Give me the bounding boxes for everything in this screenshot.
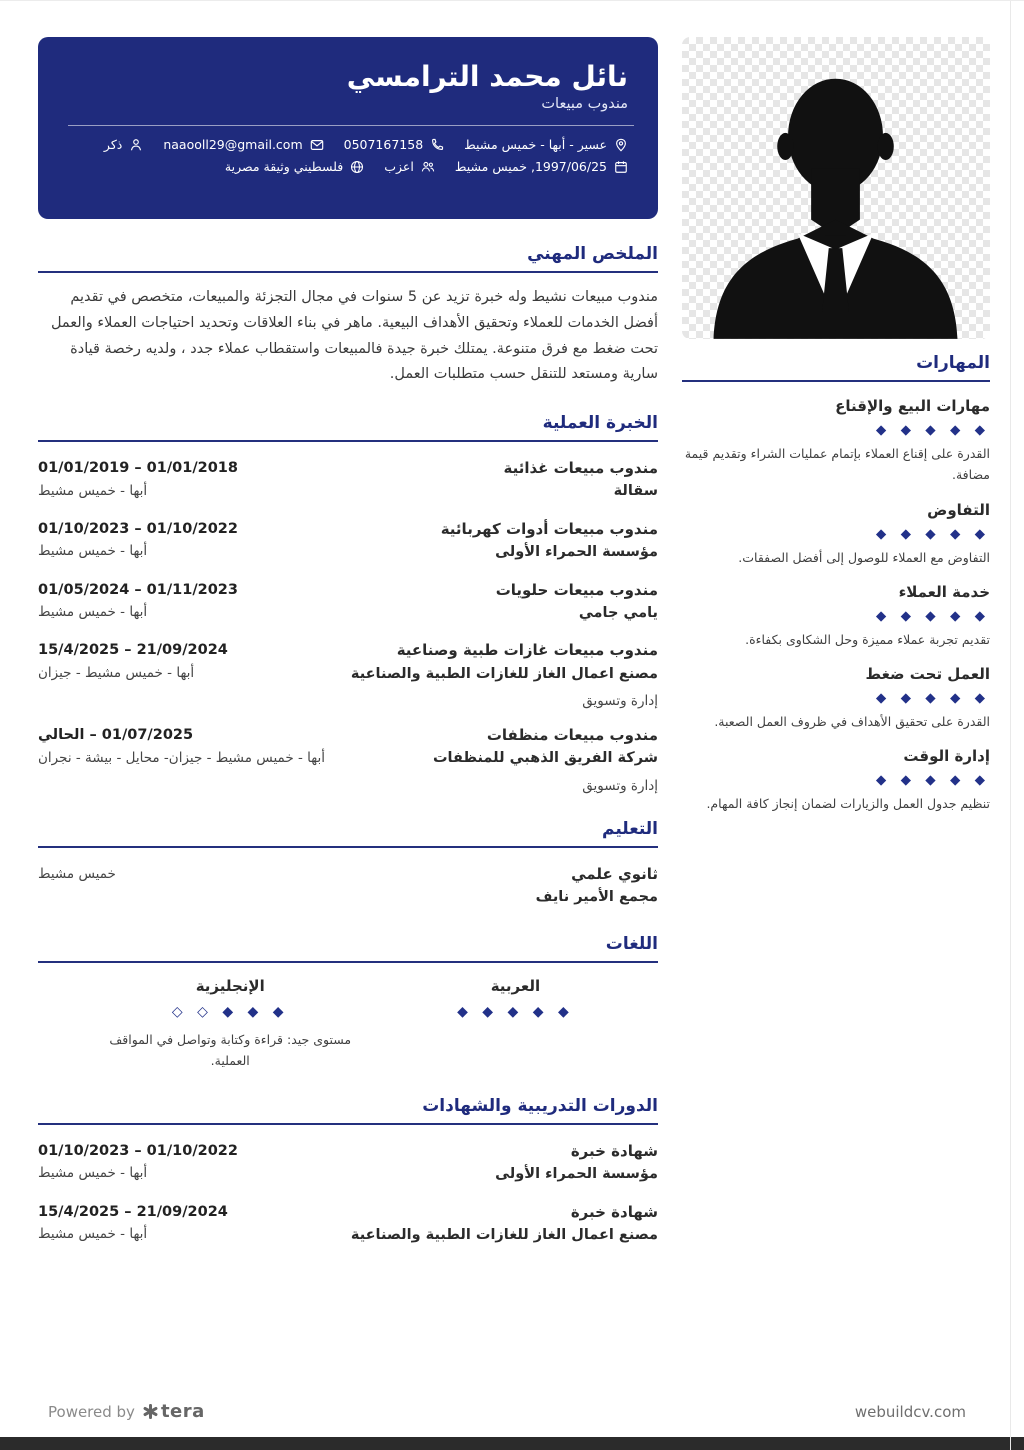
gender-icon xyxy=(129,138,143,152)
marital-status-icon xyxy=(421,160,435,174)
certification-name: شهادة خبرة xyxy=(570,1202,658,1221)
job-company: سقالة xyxy=(613,483,658,500)
profile-photo xyxy=(682,37,990,339)
section-experience xyxy=(38,413,658,794)
contact-gender-text: ذكر xyxy=(103,137,123,152)
certification-name: شهادة خبرة xyxy=(570,1142,658,1160)
contact-birthdate-text: 1997/06/25, خميس مشيط xyxy=(454,159,607,174)
certification-location: أبها - خميس مشيط xyxy=(38,1226,148,1243)
skill-description: القدرة على تحقيق الأهداف في ظروف العمل الصعبة. xyxy=(714,714,990,729)
tera-logo[interactable] xyxy=(143,1401,205,1422)
skill-rating: ◆ ◆ ◆ ◆ ◆ xyxy=(875,422,990,438)
contact-location xyxy=(464,137,628,152)
contact-email-text: naaooll29@gmail.com xyxy=(163,137,303,152)
certification-org: مؤسسة الحمراء الأولى xyxy=(495,1166,658,1183)
contact-phone xyxy=(344,137,445,152)
skill-item xyxy=(682,501,990,568)
page-footer xyxy=(48,1401,966,1422)
job-location: أبها - خميس مشيط xyxy=(38,543,148,560)
header-divider xyxy=(68,125,634,126)
education-school: مجمع الأمير نايف xyxy=(535,889,658,906)
site-link[interactable]: webuildcv.com xyxy=(854,1402,966,1421)
education-entry xyxy=(38,863,658,909)
skill-description: تنظيم جدول العمل والزيارات لضمان إنجاز كافة المهام. xyxy=(706,796,990,812)
job-location: أبها - خميس مشيط xyxy=(38,604,148,621)
job-company: مؤسسة الحمراء الأولى xyxy=(495,544,658,561)
experience-entry xyxy=(38,457,658,503)
languages-title: اللغات xyxy=(38,934,658,963)
education-title: التعليم xyxy=(38,819,658,848)
job-company: شركة الفريق الذهبي للمنظفات xyxy=(432,750,658,767)
skill-rating: ◆ ◆ ◆ ◆ ◆ xyxy=(875,525,990,542)
tera-logo-mark-icon xyxy=(143,1404,158,1419)
candidate-name: نائل محمد الترامسي xyxy=(346,60,628,93)
contact-row-1 xyxy=(68,137,628,152)
language-name: الإنجليزية xyxy=(195,976,265,995)
job-role: مندوب مبيعات أدوات كهربائية xyxy=(440,519,658,538)
job-description: إدارة وتسويق xyxy=(582,693,658,710)
skill-rating: ◆ ◆ ◆ ◆ ◆ xyxy=(875,772,990,789)
contact-birthdate xyxy=(455,159,628,174)
job-role: مندوب مبيعات غذائية xyxy=(503,459,658,478)
summary-title: الملخص المهني xyxy=(38,244,658,273)
experience-entry xyxy=(38,724,658,770)
certification-org: مصنع اعمال الغاز للغازات الطبية والصناعية xyxy=(350,1226,658,1243)
job-role: مندوب مبيعات منظفات xyxy=(486,726,658,745)
job-dates: 01/10/2022 – 01/10/2023 xyxy=(38,520,238,537)
skill-name: التفاوض xyxy=(927,500,990,519)
email-icon xyxy=(310,138,324,152)
language-note: مستوى جيد: قراءة وكتابة وتواصل في المواقف العملية. xyxy=(109,1031,352,1068)
experience-title: الخبرة العملية xyxy=(38,413,658,442)
skill-name: مهارات البيع والإقناع xyxy=(835,397,990,415)
job-location: أبها - خميس مشيط - جيزان xyxy=(38,664,195,681)
summary-text: مندوب مبيعات نشيط وله خبرة تزيد عن 5 سنوات في مجال التجزئة والمبيعات، متخصص في تقديم أفضل الخدمات للعملاء وتحقيق الأهداف البيعية. ماهر في بناء العلاقات وتحديد احتياجات العملاء والعمل تحت ضغط مع فرق متنوعة. يمتلك خبرة جيدة فالمبيعات واستقطاب عملاء جدد ، ولديه رخصة قيادة سارية ومستعد للتنقل حسب متطلبات العمل. xyxy=(50,289,658,383)
section-languages xyxy=(38,934,658,1072)
job-location: أبها - خميس مشيط xyxy=(38,482,148,499)
language-arabic xyxy=(373,977,658,1072)
experience-entry-group xyxy=(38,639,658,709)
certification-location: أبها - خميس مشيط xyxy=(38,1165,148,1182)
section-certifications xyxy=(38,1096,658,1246)
skills-title: المهارات xyxy=(682,353,990,382)
phone-icon xyxy=(430,138,444,152)
skill-rating: ◆ ◆ ◆ ◆ ◆ xyxy=(875,690,990,706)
contact-phone-text: 0507167158 xyxy=(343,137,424,152)
skill-item xyxy=(682,397,990,486)
header-card xyxy=(38,37,658,219)
education-location: خميس مشيط xyxy=(38,865,116,882)
language-name: العربية xyxy=(490,976,541,995)
job-dates: 21/09/2024 – 15/4/2025 xyxy=(38,642,228,659)
skill-name: خدمة العملاء xyxy=(898,582,990,601)
contact-marital-status xyxy=(384,159,435,174)
job-role: مندوب مبيعات غازات طبية وصناعية xyxy=(396,641,658,660)
contact-location-text: عسير - أبها - خميس مشيط xyxy=(464,137,607,152)
job-company: مصنع اعمال الغاز للغازات الطبية والصناعية xyxy=(350,665,658,682)
section-education xyxy=(38,819,658,909)
candidate-job-title: مندوب مبيعات xyxy=(541,96,628,112)
person-silhouette-icon xyxy=(700,49,971,339)
certifications-title: الدورات التدريبية والشهادات xyxy=(38,1096,658,1125)
contact-email[interactable] xyxy=(163,137,323,152)
language-rating: ◆ ◆ ◆ ◇ ◇ xyxy=(171,1003,289,1020)
skill-item xyxy=(682,665,990,732)
calendar-icon xyxy=(614,160,628,174)
contact-row-2 xyxy=(68,159,628,174)
skill-item xyxy=(682,747,990,814)
education-degree: ثانوي علمي xyxy=(571,864,658,883)
job-location: أبها - خميس مشيط - جيزان- محايل - بيشة - نجران xyxy=(38,749,325,766)
experience-entry xyxy=(38,518,658,564)
certification-entry xyxy=(38,1140,658,1186)
skill-rating: ◆ ◆ ◆ ◆ ◆ xyxy=(875,607,990,624)
experience-entry xyxy=(38,579,658,625)
tera-logo-text: tera xyxy=(160,1401,205,1422)
job-description: إدارة وتسويق xyxy=(582,777,658,794)
job-dates: 01/01/2018 – 01/01/2019 xyxy=(38,460,238,477)
job-dates: 01/07/2025 – الحالي xyxy=(38,727,194,744)
skill-description: القدرة على إقناع العملاء بإتمام عمليات الشراء وتقديم قيمة مضافة. xyxy=(684,446,990,483)
certification-entry xyxy=(38,1201,658,1247)
skill-description: تقديم تجربة عملاء مميزة وحل الشكاوى بكفاءة. xyxy=(745,631,990,647)
skill-item xyxy=(682,583,990,650)
contact-gender xyxy=(104,137,143,152)
job-dates: 01/11/2023 – 01/05/2024 xyxy=(38,581,238,598)
certification-dates: 01/10/2022 – 01/10/2023 xyxy=(38,1143,238,1159)
section-skills xyxy=(682,353,990,815)
powered-by-label: Powered by xyxy=(48,1402,135,1421)
certification-dates: 21/09/2024 – 15/4/2025 xyxy=(38,1203,228,1220)
skill-name: إدارة الوقت xyxy=(903,747,990,766)
contact-nationality xyxy=(225,159,364,174)
contact-marital-status-text: اعزب xyxy=(384,159,414,174)
skill-name: العمل تحت ضغط xyxy=(865,665,990,683)
language-rating: ◆ ◆ ◆ ◆ ◆ xyxy=(457,1003,574,1020)
location-icon xyxy=(614,138,628,152)
globe-icon xyxy=(350,160,364,174)
bottom-bar xyxy=(0,1437,1024,1450)
powered-by xyxy=(48,1401,205,1422)
section-summary xyxy=(38,244,658,388)
language-english xyxy=(88,977,373,1072)
job-company: يامي جامي xyxy=(578,604,658,621)
experience-entry xyxy=(38,639,658,685)
skill-description: التفاوض مع العملاء للوصول إلى أفضل الصفقات. xyxy=(738,549,990,565)
experience-entry-group xyxy=(38,724,658,794)
job-role: مندوب مبيعات حلويات xyxy=(495,580,658,599)
contact-nationality-text: فلسطيني وثيقة مصرية xyxy=(224,159,344,174)
